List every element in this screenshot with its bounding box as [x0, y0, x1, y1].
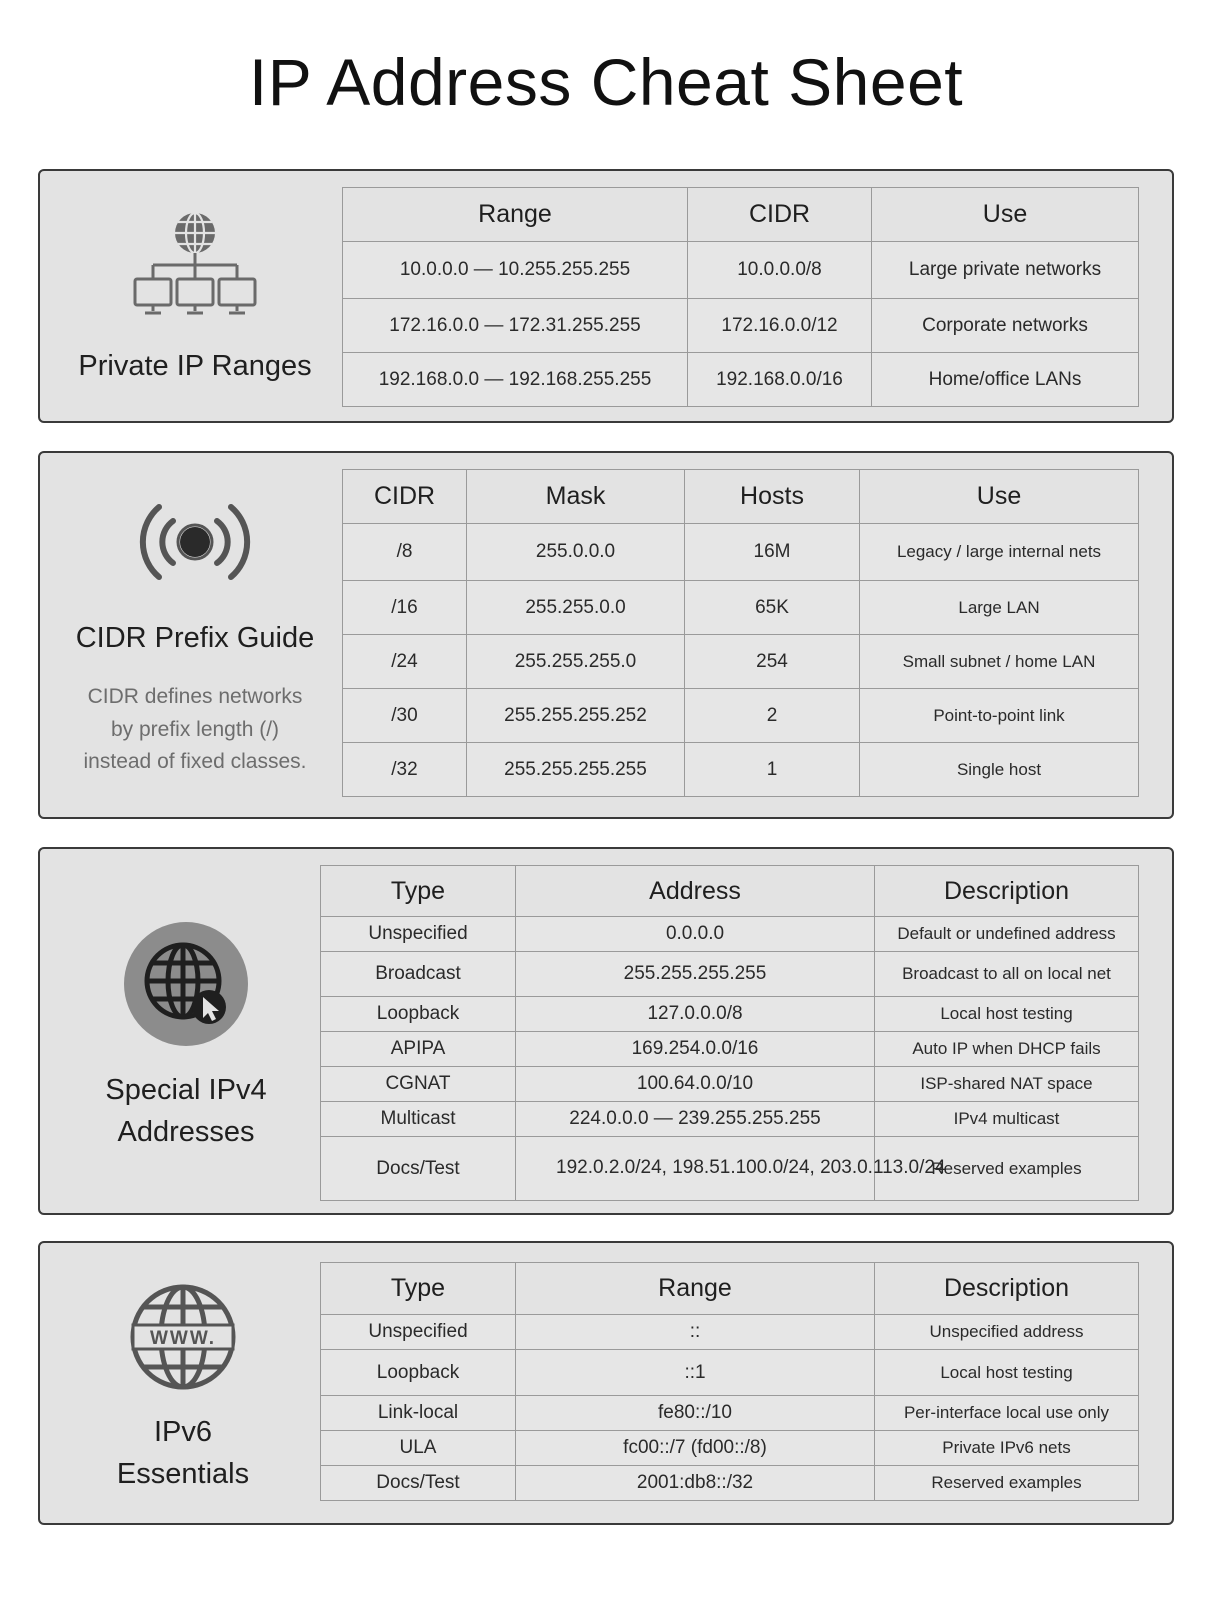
- column-header: CIDR: [688, 188, 872, 242]
- description-cell: Local host testing: [875, 1350, 1139, 1396]
- description-cell: Per-interface local use only: [875, 1396, 1139, 1431]
- use-cell: Small subnet / home LAN: [860, 635, 1139, 689]
- title-line: Addresses: [117, 1116, 255, 1149]
- mask-cell: 255.255.0.0: [467, 581, 685, 635]
- type-cell: Multicast: [321, 1102, 516, 1137]
- hosts-cell: 2: [685, 689, 860, 743]
- table-row: [343, 242, 1139, 299]
- column-header: CIDR: [343, 470, 467, 524]
- page-title: IP Address Cheat Sheet: [248, 45, 964, 119]
- hosts-cell: 1: [685, 743, 860, 797]
- use-cell: Home/office LANs: [872, 353, 1139, 407]
- range-cell: fc00::/7 (fd00::/8): [516, 1431, 875, 1466]
- ipv6-panel: [38, 1241, 1174, 1525]
- type-cell: Docs/Test: [321, 1466, 516, 1501]
- description-cell: ISP-shared NAT space: [875, 1067, 1139, 1102]
- hosts-cell: 65K: [685, 581, 860, 635]
- table-row: [321, 997, 1139, 1032]
- prefix-cell: /32: [343, 743, 467, 797]
- table-row: [343, 353, 1139, 407]
- table-row: [321, 952, 1139, 997]
- table-row: [321, 1396, 1139, 1431]
- description-cell: Local host testing: [875, 997, 1139, 1032]
- description-cell: Default or undefined address: [875, 917, 1139, 952]
- special-ipv4-table: [320, 865, 1139, 1201]
- address-cell: 0.0.0.0: [516, 917, 875, 952]
- type-cell: Loopback: [321, 1350, 516, 1396]
- use-cell: Large LAN: [860, 581, 1139, 635]
- prefix-cell: /8: [343, 524, 467, 581]
- www-globe-icon: [127, 1281, 239, 1393]
- description-line: CIDR defines networks: [87, 685, 303, 709]
- column-header: Range: [343, 188, 688, 242]
- type-cell: Link-local: [321, 1396, 516, 1431]
- table-row: [321, 1315, 1139, 1350]
- cidr-guide-title: CIDR Prefix Guide: [75, 622, 315, 654]
- table-row: [321, 1466, 1139, 1501]
- prefix-cell: /24: [343, 635, 467, 689]
- table-row: [343, 299, 1139, 353]
- type-cell: Broadcast: [321, 952, 516, 997]
- table-row: [343, 581, 1139, 635]
- cidr-guide-header: [50, 499, 340, 779]
- type-cell: Unspecified: [321, 1315, 516, 1350]
- description-cell: Broadcast to all on local net: [875, 952, 1139, 997]
- description-cell: Auto IP when DHCP fails: [875, 1032, 1139, 1067]
- mask-cell: 255.255.255.0: [467, 635, 685, 689]
- special-ipv4-title: [48, 1069, 324, 1153]
- column-header: Hosts: [685, 470, 860, 524]
- description-cell: Unspecified address: [875, 1315, 1139, 1350]
- use-cell: Corporate networks: [872, 299, 1139, 353]
- column-header: Range: [516, 1263, 875, 1315]
- special-ipv4-panel: [38, 847, 1174, 1215]
- range-cell: 172.16.0.0 — 172.31.255.255: [343, 299, 688, 353]
- cidr-guide-panel: [38, 451, 1174, 819]
- cidr-guide-description: [50, 681, 340, 779]
- column-header: Address: [516, 866, 875, 917]
- range-cell: ::1: [516, 1350, 875, 1396]
- ipv6-title: [48, 1411, 318, 1495]
- table-row: [343, 689, 1139, 743]
- table-row: [321, 1032, 1139, 1067]
- title-line: Special IPv4: [105, 1074, 267, 1106]
- description-cell: Reserved examples: [875, 1137, 1139, 1201]
- description-line: instead of fixed classes.: [83, 750, 307, 774]
- prefix-cell: /16: [343, 581, 467, 635]
- mask-cell: 255.255.255.255: [467, 743, 685, 797]
- cidr-cell: 172.16.0.0/12: [688, 299, 872, 353]
- range-cell: fe80::/10: [516, 1396, 875, 1431]
- column-header: Mask: [467, 470, 685, 524]
- www-label: WWW.: [149, 1328, 217, 1349]
- ipv6-table: [320, 1262, 1139, 1501]
- use-cell: Legacy / large internal nets: [860, 524, 1139, 581]
- table-row: [321, 1137, 1139, 1201]
- table-row: [321, 1067, 1139, 1102]
- type-cell: APIPA: [321, 1032, 516, 1067]
- mask-cell: 255.0.0.0: [467, 524, 685, 581]
- broadcast-signal-icon: [135, 499, 255, 585]
- address-cell: 169.254.0.0/16: [516, 1032, 875, 1067]
- column-header: Type: [321, 1263, 516, 1315]
- table-row: [343, 635, 1139, 689]
- column-header: Type: [321, 866, 516, 917]
- range-cell: 2001:db8::/32: [516, 1466, 875, 1501]
- cidr-cell: 10.0.0.0/8: [688, 242, 872, 299]
- network-tree-icon: [120, 209, 270, 321]
- column-header: Description: [875, 866, 1139, 917]
- cidr-cell: 192.168.0.0/16: [688, 353, 872, 407]
- address-cell: 255.255.255.255: [516, 952, 875, 997]
- address-cell: 192.0.2.0/24, 198.51.100.0/24, 203.0.113.0/24: [516, 1137, 875, 1201]
- ipv6-header: [48, 1281, 318, 1495]
- table-row: [321, 1350, 1139, 1396]
- type-cell: CGNAT: [321, 1067, 516, 1102]
- address-cell: 224.0.0.0 — 239.255.255.255: [516, 1102, 875, 1137]
- private-ranges-table: [342, 187, 1139, 407]
- mask-cell: 255.255.255.252: [467, 689, 685, 743]
- table-row: [321, 917, 1139, 952]
- range-cell: 192.168.0.0 — 192.168.255.255: [343, 353, 688, 407]
- globe-cursor-icon: [123, 921, 249, 1047]
- address-cell: 100.64.0.0/10: [516, 1067, 875, 1102]
- column-header: Use: [860, 470, 1139, 524]
- table-row: [321, 1431, 1139, 1466]
- column-header: Description: [875, 1263, 1139, 1315]
- use-cell: Point-to-point link: [860, 689, 1139, 743]
- type-cell: ULA: [321, 1431, 516, 1466]
- private-ranges-header: [50, 209, 340, 387]
- address-cell: 127.0.0.0/8: [516, 997, 875, 1032]
- column-header: Use: [872, 188, 1139, 242]
- table-row: [321, 1102, 1139, 1137]
- type-cell: Loopback: [321, 997, 516, 1032]
- range-cell: ::: [516, 1315, 875, 1350]
- type-cell: Unspecified: [321, 917, 516, 952]
- description-cell: Private IPv6 nets: [875, 1431, 1139, 1466]
- title-line: Essentials: [116, 1458, 250, 1491]
- range-cell: 10.0.0.0 — 10.255.255.255: [343, 242, 688, 299]
- description-cell: Reserved examples: [875, 1466, 1139, 1501]
- description-cell: IPv4 multicast: [875, 1102, 1139, 1137]
- title-line: IPv6: [153, 1416, 213, 1448]
- special-ipv4-header: [48, 921, 324, 1153]
- hosts-cell: 254: [685, 635, 860, 689]
- use-cell: Single host: [860, 743, 1139, 797]
- type-cell: Docs/Test: [321, 1137, 516, 1201]
- prefix-cell: /30: [343, 689, 467, 743]
- cidr-guide-table: [342, 469, 1139, 797]
- description-line: by prefix length (/): [110, 717, 280, 741]
- private-ranges-title: Private IP Ranges: [78, 350, 312, 382]
- use-cell: Large private networks: [872, 242, 1139, 299]
- hosts-cell: 16M: [685, 524, 860, 581]
- private-ranges-panel: [38, 169, 1174, 423]
- table-row: [343, 743, 1139, 797]
- table-row: [343, 524, 1139, 581]
